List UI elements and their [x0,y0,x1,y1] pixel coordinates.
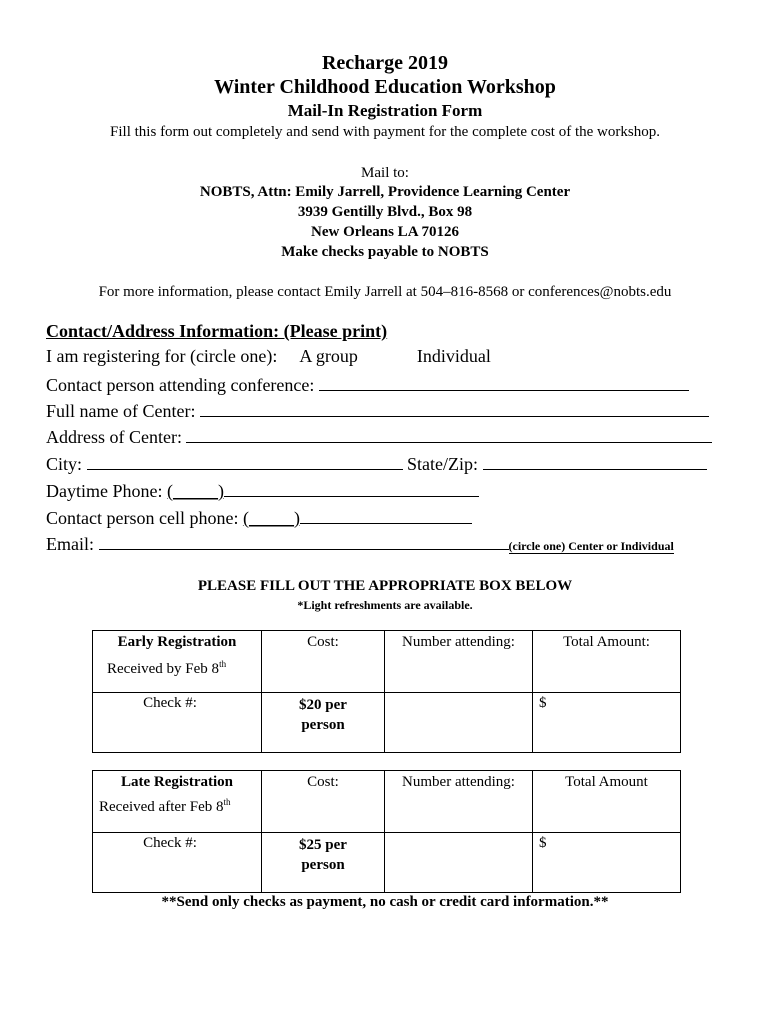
late-check-cell[interactable] [93,833,262,893]
city-field[interactable] [87,452,403,470]
early-total-header [533,631,681,693]
daytime-phone-row [46,479,479,502]
late-title-cell [93,771,262,833]
early-check-cell[interactable] [93,693,262,753]
mail-address-line1: NOBTS, Attn: Emily Jarrell, Providence Learning Center [199,184,571,200]
late-registration-title: Late Registration [120,774,234,790]
contact-person-field[interactable] [319,373,689,391]
email-type-note[interactable]: (circle one) Center or Individual [508,539,674,553]
city-state-row [46,452,707,475]
refreshments-note: *Light refreshments are available. [297,598,473,612]
early-total-input[interactable] [533,693,681,753]
early-number-label: Number attending: [402,634,515,650]
daytime-phone-label: Daytime Phone: [46,481,163,501]
early-dollar-sign: $ [539,695,547,711]
intro-text: Fill this form out completely and send with payment for the complete cost of the workshop. [110,124,660,140]
center-address-row [46,425,712,448]
late-registration-table [92,770,681,893]
center-name-field[interactable] [200,399,709,417]
early-price-line2: person [301,717,345,733]
contact-section-heading: Contact/Address Information: (Please print) [46,321,388,341]
early-total-label: Total Amount: [563,634,650,650]
early-price-line1: $20 per [299,697,347,713]
early-price-cell [262,693,385,753]
email-field[interactable] [99,532,509,550]
early-number-input[interactable] [385,693,533,753]
early-title-cell [93,631,262,693]
late-price-cell [262,833,385,893]
cell-phone-row [46,506,472,529]
option-individual[interactable]: Individual [416,346,491,366]
cell-phone-area-code[interactable]: (_____) [242,508,300,528]
late-received-date: Received after Feb 8th [99,797,231,815]
contact-person-label: Contact person attending conference: [46,375,315,395]
late-total-header [533,771,681,833]
email-row [46,532,674,555]
late-price-line1: $25 per [299,837,347,853]
late-total-input[interactable] [533,833,681,893]
late-cost-header [262,771,385,833]
title-line1: Recharge 2019 [321,52,449,74]
early-registration-title: Early Registration [117,634,237,650]
contact-person-row [46,373,689,396]
cell-phone-label: Contact person cell phone: [46,508,239,528]
mail-address-line3: New Orleans LA 70126 [311,224,459,240]
city-label: City: [46,454,83,474]
state-zip-field[interactable] [483,452,707,470]
center-address-label: Address of Center: [46,427,182,447]
daytime-phone-field[interactable] [224,479,479,497]
boxes-heading: PLEASE FILL OUT THE APPROPRIATE BOX BELOW [197,578,573,594]
early-cost-header [262,631,385,693]
late-cost-label: Cost: [307,774,339,790]
late-number-label: Number attending: [402,774,515,790]
late-price-line2: person [301,857,345,873]
late-number-input[interactable] [385,833,533,893]
early-received-date: Received by Feb 8th [107,659,227,677]
checks-payable-note: Make checks payable to NOBTS [281,244,489,260]
late-number-header [385,771,533,833]
center-name-label: Full name of Center: [46,401,196,421]
mail-address-line2: 3939 Gentilly Blvd., Box 98 [297,204,473,220]
title-line2: Winter Childhood Education Workshop [214,76,556,98]
state-zip-label: State/Zip: [407,454,479,474]
cell-phone-field[interactable] [300,506,472,524]
early-number-header [385,631,533,693]
center-name-row [46,399,709,422]
option-group[interactable]: A group [299,346,358,366]
late-check-label: Check #: [143,835,197,851]
mail-to-label: Mail to: [361,165,409,181]
early-check-label: Check #: [143,695,197,711]
form-title: Mail-In Registration Form [287,101,483,120]
registering-for-label: I am registering for (circle one): [46,346,278,366]
center-address-field[interactable] [186,425,712,443]
more-info-text: For more information, please contact Emily Jarrell at 504–816-8568 or conferences@nobts.edu [98,284,672,300]
payment-note: **Send only checks as payment, no cash or credit card information.** [161,894,609,910]
early-registration-table [92,630,681,753]
email-label: Email: [46,534,94,554]
late-total-label: Total Amount [565,774,648,790]
registering-for-row [46,346,491,367]
late-dollar-sign: $ [539,835,547,851]
daytime-phone-area-code[interactable]: (_____) [166,481,224,501]
early-cost-label: Cost: [307,634,339,650]
